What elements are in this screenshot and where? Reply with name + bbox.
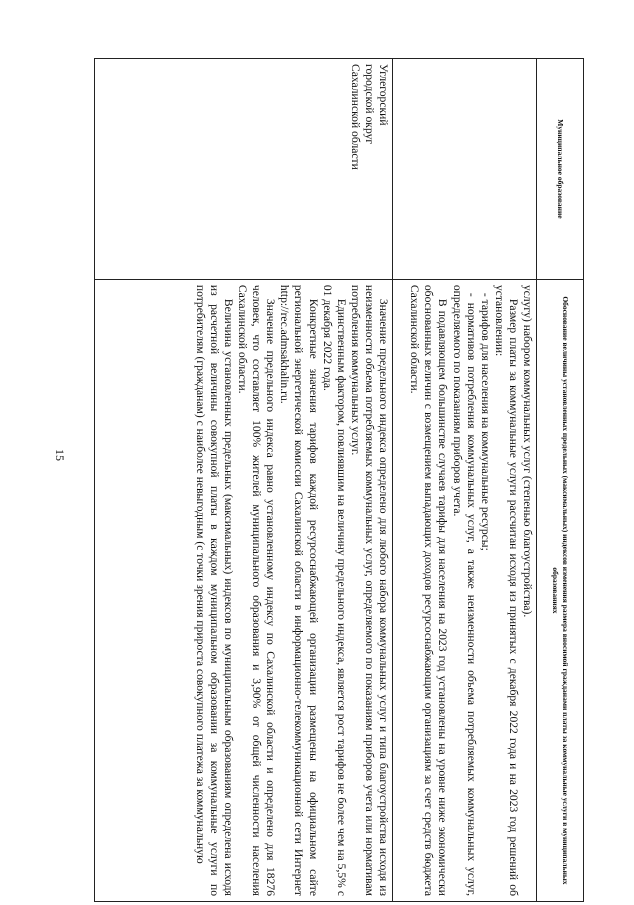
municipality-name-line: городской округ [362,64,376,145]
municipality-name-line: Сахалинской области [348,64,362,170]
bullet-item: - тарифов для населения на коммунальные ресурсы; [478,292,492,551]
table-row [95,59,393,902]
table-row [393,59,537,902]
justification-table [94,58,584,902]
municipality-cell [95,59,393,280]
header-justification: Обоснование величины установленных предельных (максимальных) индексов изменения размера вносимой гражданами платы за коммунальные услуги в муниципальных образованиях [537,279,584,901]
paragraph: услугу) набором коммунальных услуг (степенью благоустройства). [521,284,534,618]
municipality-name-line: Углегорский [377,64,390,126]
paragraph: Размер платы за коммунальные услуги рассчитан исходя из принятых с декабря 2022 года и на 2023 год решений об установлении: [492,284,520,896]
page-number: 15 [53,449,67,461]
paragraph: Величина установленных предельных (максимальных) индексов по муниципальным образованиям определена исходя из расчетной величины совокупной платы в каждом муниципальном образовании за коммунальные услуги по потребителям (гражданам) с наиболее невыгодным (с точки зрения прироста совокупного платежа за коммунальную [193,284,235,896]
bullet-item: - нормативов потребления коммунальных услуг, а также неизменности объема потребляемых коммунальных услуг, определяемого по показаниям приборов учета. [450,284,478,896]
paragraph: Значение предельного индекса определено для любого набора коммунальных услуг и типа благоустройства исходя из неизменности объема потребляемых коммунальных услуг, определяемого по показаниям приборов учета или нормативам потребления коммунальных услуг. [348,284,390,896]
municipality-cell [393,59,537,280]
paragraph: Значение предельного индекса равно установленному индексу по Сахалинской области и определено для 18276 человек, что составляет 100% жителей муниципального образования и 3,90% от общей численности населения Сахалинской области. [236,284,278,896]
justification-cell [95,279,393,901]
rotated-document [94,58,584,902]
paragraph: В подавляющем большинстве случаев тарифы для населения на 2023 год установлены на уровне ниже экономически обоснованных величин с возмещением выпадающих доходов ресурсоснабжающим организациям за счет средств бюджета Сахалинской области. [408,284,450,896]
table-header-row [537,59,584,902]
header-municipality: Муниципальное образование [537,59,584,280]
paragraph: Единственным фактором, повлиявшим на величину предельного индекса, является рост тарифов не более чем на 5,5% с 01 декабря 2022 года. [320,284,348,896]
justification-cell [393,279,537,901]
paragraph: Конкретные значения тарифов каждой ресурсоснабжающей организации размещены на официальном сайте региональной энергетической комиссии Сахалинской области в информационно-телекоммуникационной сети Интернет http://rec.admsakhalin.ru. [278,284,320,896]
